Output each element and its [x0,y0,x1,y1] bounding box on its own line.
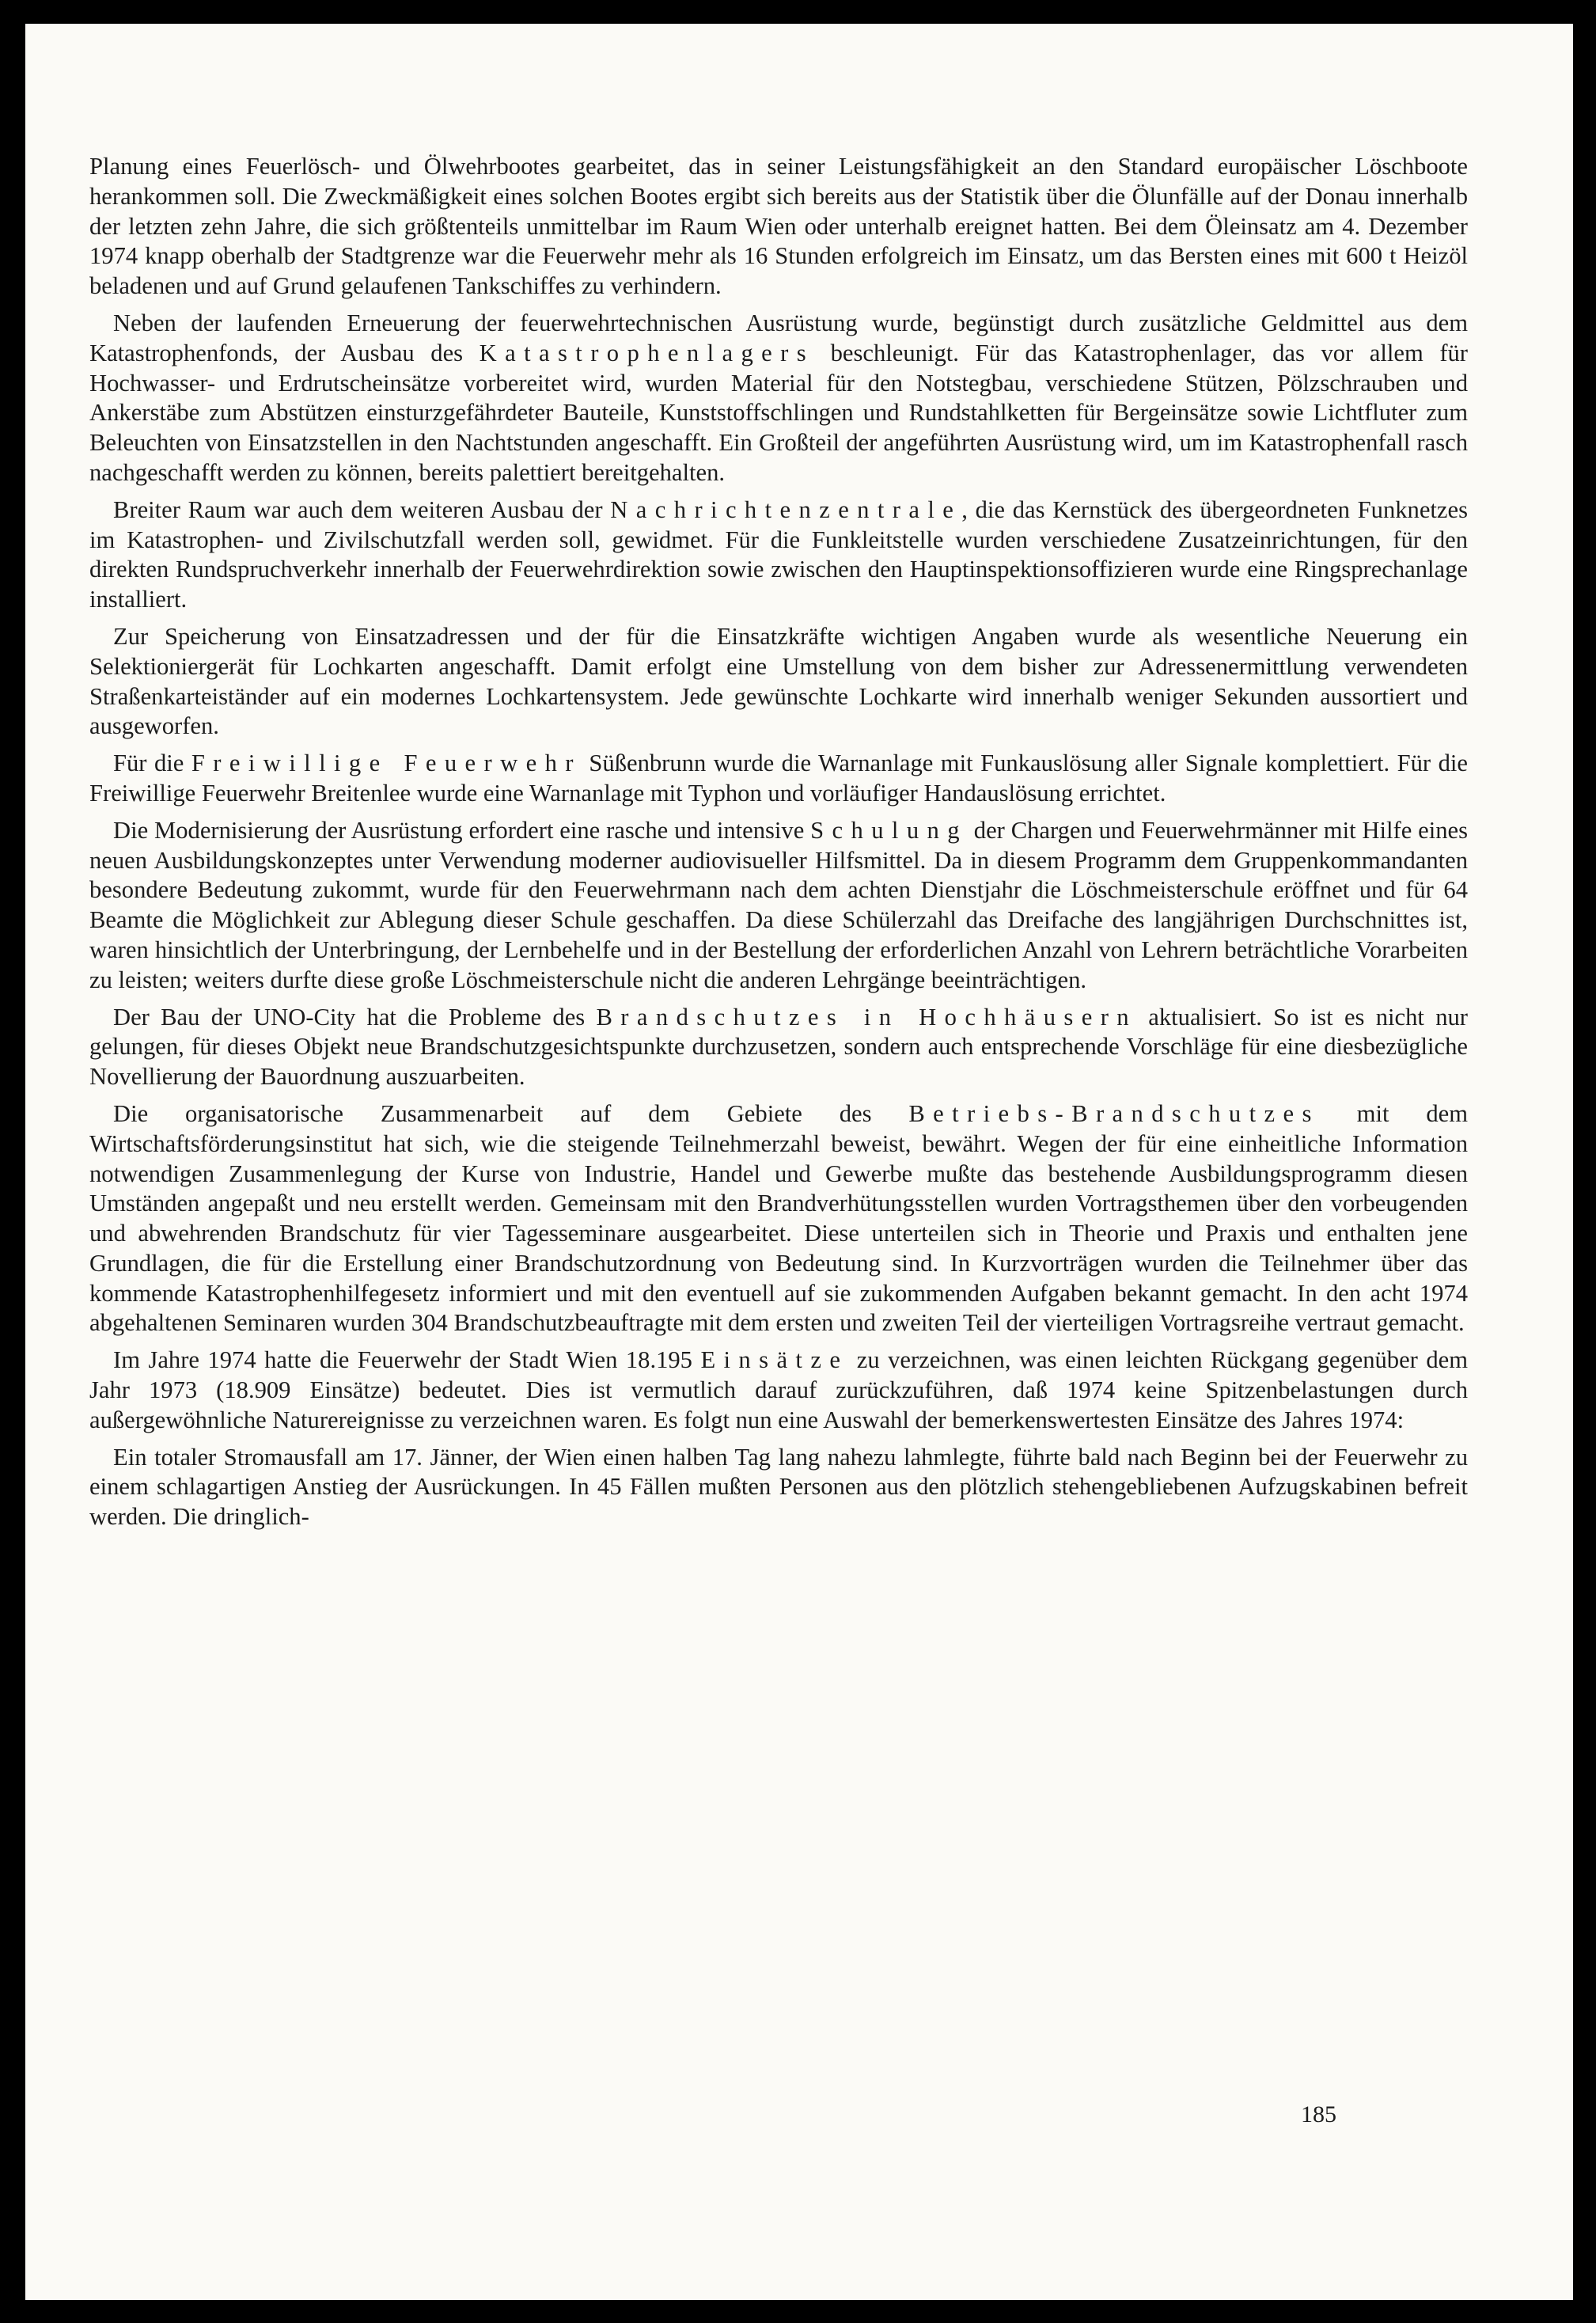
paragraph-3 [89,495,1468,615]
paragraph-8 [89,1099,1468,1338]
paragraph-6-text-b: der Chargen und Feuerwehrmänner mit Hilfe eines neuen Ausbildungskonzeptes unter Verwendung moderner audiovisueller Hilfsmittel. Da in diesem Programm dem Gruppenkommandanten besondere Bedeutung zukommt, wurde für den Feuerwehrmann nach dem achten Dienstjahr die Löschmeisterschule eröffnet und für 64 Beamte die Möglichkeit zur Ablegung dieser Schule geschaffen. Da diese Schülerzahl das Dreifache des langjährigen Durchschnittes ist, waren hinsichtlich der Unterbringung, der Lernbehelfe und in der Bestellung der erforderlichen Anzahl von Lehrern beträchtliche Vorarbeiten zu leisten; weiters durfte diese große Löschmeisterschule nicht die anderen Lehrgänge beeinträchtigen. [89,816,1468,993]
paragraph-10-text: Ein totaler Stromausfall am 17. Jänner, der Wien einen halben Tag lang nahezu lahmlegte, führte bald nach Beginn bei der Feuerwehr zu einem schlagartigen Anstieg der Ausrückungen. In 45 Fällen mußten Personen aus den plötzlich stehengebliebenen Aufzugskabinen befreit werden. Die dringlich- [89,1443,1468,1531]
spaced-term-katastrophenlager: Katastrophenlagers [479,339,815,366]
paragraph-8-text-a: Die organisatorische Zusammenarbeit auf dem Gebiete des [113,1099,909,1127]
paragraph-2 [89,309,1468,488]
paragraph-6-text-a: Die Modernisierung der Ausrüstung erfordert eine rasche und intensive [113,816,811,844]
paragraph-10 [89,1443,1468,1532]
paragraph-7 [89,1003,1468,1092]
paragraph-4-text: Zur Speicherung von Einsatzadressen und der für die Einsatzkräfte wichtigen Angaben wurde als wesentliche Neuerung ein Selektioniergerät für Lochkarten angeschafft. Damit erfolgt eine Umstellung von dem bisher zur Adressenermittlung verwendeten Straßenkarteiständer auf ein modernes Lochkartensystem. Jede gewünschte Lochkarte wird innerhalb weniger Sekunden aussortiert und ausgeworfen. [89,622,1468,740]
spaced-term-nachrichtenzentrale: Nachrichtenzentrale [610,495,962,523]
spaced-term-brandschutz-hochhaeuser: Brandschutzes in Hochhäusern [596,1003,1138,1031]
paragraph-7-text-a: Der Bau der UNO-City hat die Probleme des [113,1003,597,1031]
paragraph-2-text-b: beschleunigt. Für das Katastrophenlager, das vor allem für Hochwasser- und Erdrutscheinsätze vorbereitet wird, wurden Material für den Notstegbau, verschiedene Stützen, Pölzschrauben und Ankerstäbe zum Abstützen einsturzgefährdeter Bauteile, Kunststoffschlingen und Rundstahlketten für Bergeinsätze sowie Lichtfluter zum Beleuchten von Einsatzstellen in den Nachtstunden angeschafft. Ein Großteil der angeführten Ausrüstung wird, um im Katastrophenfall rasch nachgeschafft werden zu können, bereits palettiert bereitgehalten. [89,339,1468,486]
paragraph-3-text-b: , die das Kernstück des übergeordneten Funknetzes im Katastrophen- und Zivilschutzfall werden soll, gewidmet. Für die Funkleitstelle wurden verschiedene Zusatzeinrichtungen, für den direkten Rundspruchverkehr innerhalb der Feuerwehrdirektion sowie zwischen den Hauptinspektionsoffizieren wurde eine Ringsprechanlage installiert. [89,495,1468,613]
paragraph-5 [89,749,1468,809]
paragraph-1-text: Planung eines Feuerlösch- und Ölwehrbootes gearbeitet, das in seiner Leistungsfähigkeit an den Standard europäischer Löschboote herankommen soll. Die Zweckmäßigkeit eines solchen Bootes ergibt sich bereits aus der Statistik über die Ölunfälle auf der Donau innerhalb der letzten zehn Jahre, die sich größtenteils unmittelbar im Raum Wien oder unterhalb ereignet hatten. Bei dem Öleinsatz am 4. Dezember 1974 knapp oberhalb der Stadtgrenze war die Feuerwehr mehr als 16 Stunden erfolgreich im Einsatz, um das Bersten eines mit 600 t Heizöl beladenen und auf Grund gelaufenen Tankschiffes zu verhindern. [89,153,1468,300]
paragraph-2-text-a: Neben der laufenden Erneuerung der feuerwehrtechnischen Ausrüstung wurde, begünstigt durch zusätzliche Geldmittel aus dem Katastrophenfonds, der Ausbau des [89,309,1468,366]
paragraph-3-text-a: Breiter Raum war auch dem weiteren Ausbau der [113,495,611,523]
paragraph-4 [89,622,1468,742]
paragraph-8-text-b: mit dem Wirtschaftsförderungsinstitut hat sich, wie die steigende Teilnehmerzahl beweist, bewährt. Wegen der für eine einheitliche Information notwendigen Zusammenlegung der Kurse von Industrie, Handel und Gewerbe mußte das bestehende Ausbildungsprogramm diesen Umständen angepaßt und neu erstellt werden. Gemeinsam mit den Brandverhütungsstellen wurden Vortragsthemen über den vorbeugenden und abwehrenden Brandschutz für vier Tagesseminare ausgearbeitet. Diese unterteilen sich in Theorie und Praxis und enthalten jene Grundlagen, die für die Erstellung einer Brandschutzordnung von Bedeutung sind. In Kurzvorträgen wurden die Teilnehmer über das kommende Katastrophenhilfegesetz informiert und mit den eventuell auf sie zukommenden Aufgaben bekannt gemacht. In den acht 1974 abgehaltenen Seminaren wurden 304 Brandschutzbeauftragte mit dem ersten und zweiten Teil der vierteiligen Vortragsreihe vertraut gemacht. [89,1099,1468,1337]
page-number: 185 [1301,2101,1336,2128]
paragraph-7-text-b: aktualisiert. So ist es nicht nur gelungen, für dieses Objekt neue Brandschutzgesichtspunkte durchzusetzen, sondern auch entsprechende Vorschläge für eine diesbezügliche Novellierung der Bauordnung auszuarbeiten. [89,1003,1468,1091]
spaced-term-schulung: Schulung [810,816,968,844]
paragraph-1 [89,152,1468,302]
paragraph-5-text-a: Für die [113,750,191,777]
spaced-term-betriebs-brandschutz: Betriebs-Brandschutzes [908,1099,1320,1127]
paragraph-5-text-b: Süßenbrunn wurde die Warnanlage mit Funkauslösung aller Signale komplettiert. Für die Freiwillige Feuerwehr Breitenlee wurde eine Warnanlage mit Typhon und vorläufiger Handauslösung errichtet. [89,750,1468,807]
paragraph-9-text-a: Im Jahre 1974 hatte die Feuerwehr der Stadt Wien 18.195 [113,1346,701,1374]
spaced-term-freiwillige-feuerwehr: Freiwillige Feuerwehr [191,750,582,777]
paragraph-9-text-b: zu verzeichnen, was einen leichten Rückgang gegenüber dem Jahr 1973 (18.909 Einsätze) bedeutet. Dies ist vermutlich darauf zurückzuführen, daß 1974 keine Spitzenbelastungen durch außergewöhnliche Naturereignisse zu verzeichnen waren. Es folgt nun eine Auswahl der bemerkenswertesten Einsätze des Jahres 1974: [89,1346,1468,1433]
paragraph-6 [89,816,1468,996]
spaced-term-einsaetze: Einsätze [700,1346,849,1374]
document-page [25,24,1573,2300]
body-text [89,152,1468,1539]
paragraph-9 [89,1346,1468,1435]
